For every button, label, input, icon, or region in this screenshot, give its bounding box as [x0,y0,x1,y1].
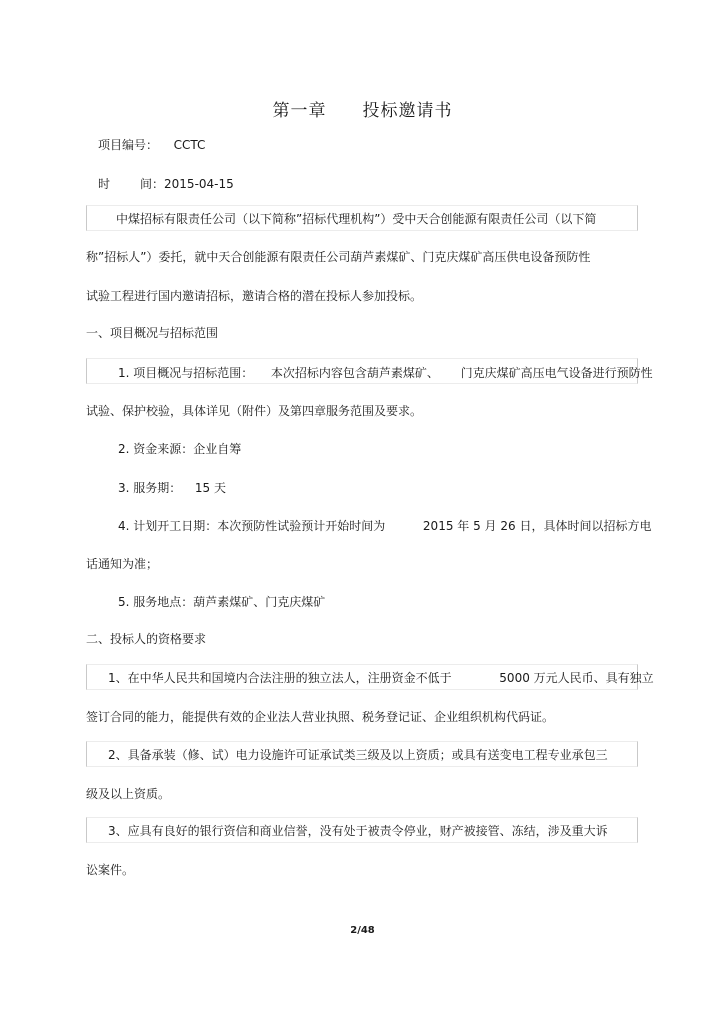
intro-line-2: 称”招标人”）委托，就中天合创能源有限责任公司葫芦素煤矿、门克庆煤矿高压供电设备预防性 [86,250,591,264]
chapter-title [0,96,725,121]
section-heading-project: 一、项目概况与招标范围 [86,326,219,340]
service-period-label: 3. 服务期： [118,481,182,495]
start-date-value: 2015 年 5 月 26 日，具体时间以招标方电 [422,519,652,533]
qualification-item-3: 3、应具有良好的银行资信和商业信誉，没有处于被责令停业，财产被接管、冻结，涉及重大诉 [108,824,608,838]
time-line [98,176,234,192]
funding-source-item: 2. 资金来源：企业自筹 [118,442,242,456]
chapter-number: 第一章 [272,101,327,121]
project-number-label: 项目编号： [98,138,159,152]
qualification-1-text: 1、在中华人民共和国境内合法注册的独立法人，注册资金不低于 [108,671,452,685]
project-scope-text-b: 门克庆煤矿高压电气设备进行预防性 [460,366,653,380]
qualification-2-continuation: 级及以上资质。 [86,787,171,801]
intro-line-1: 中煤招标有限责任公司（以下简称”招标代理机构”）受中天合创能源有限责任公司（以下简 [116,212,597,226]
qualification-1-capital: 5000 万元人民币、具有独立 [499,671,654,685]
time-label-first: 时 [98,177,111,191]
section-heading-qualification: 二、投标人的资格要求 [86,632,207,646]
qualification-1-continuation: 签订合同的能力，能提供有效的企业法人营业执照、税务登记证、企业组织机构代码证。 [86,710,555,724]
intro-line-3: 试验工程进行国内邀请招标，邀请合格的潜在投标人参加投标。 [86,289,423,303]
project-scope-text-a: 本次招标内容包含葫芦素煤矿、 [270,366,439,380]
qualification-item-1 [108,670,654,686]
project-scope-item [118,365,653,381]
qualification-3-continuation: 讼案件。 [86,863,135,877]
project-scope-continuation: 试验、保护校验，具体详见（附件）及第四章服务范围及要求。 [86,404,423,418]
time-label-second: 间： [140,177,165,191]
project-number-line [98,137,205,153]
start-date-item [118,518,651,534]
start-date-continuation: 话通知为准； [86,557,159,571]
chapter-name: 投标邀请书 [362,101,453,121]
project-number-value: CCTC [173,138,206,152]
qualification-item-2: 2、具备承装（修、试）电力设施许可证承试类三级及以上资质；或具有送变电工程专业承包三 [108,748,608,762]
project-scope-label: 1. 项目概况与招标范围： [118,366,254,380]
time-value: 2015-04-15 [164,177,234,191]
page-number: 2/48 [350,925,375,936]
start-date-label: 4. 计划开工日期：本次预防性试验预计开始时间为 [118,519,386,533]
service-location-item: 5. 服务地点：葫芦素煤矿、门克庆煤矿 [118,595,326,609]
service-period-value: 15 天 [194,481,227,495]
service-period-item [118,480,226,496]
